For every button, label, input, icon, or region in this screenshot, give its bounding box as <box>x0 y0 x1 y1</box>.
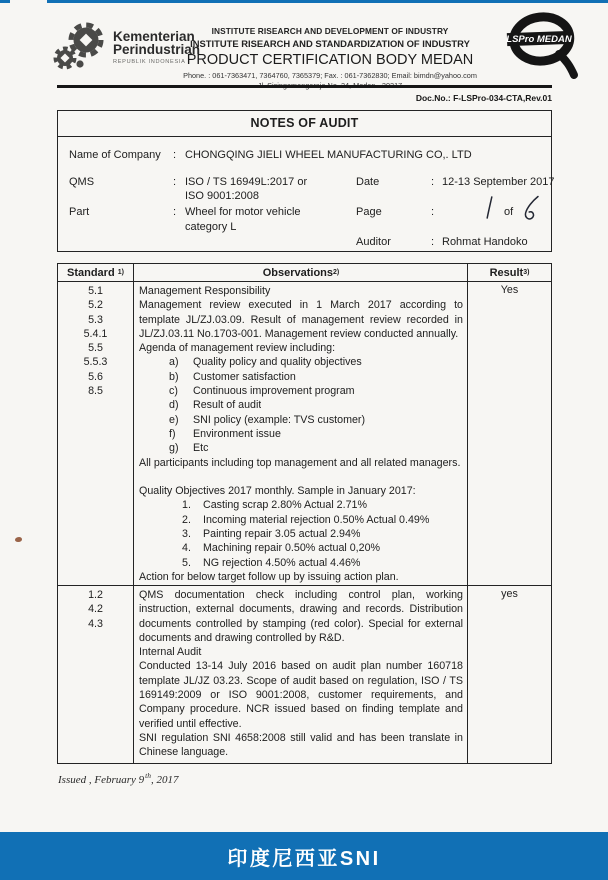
table-header-row <box>58 264 551 282</box>
result-cell: Yes <box>500 284 519 296</box>
observation-list-item: e) SNI policy (example: TVS customer) <box>169 413 366 426</box>
address-line: Jl. Sisingamangaraja No. 24, Medan - 20217 <box>257 81 403 90</box>
company-value: CHONGQING JIELI WHEEL MANUFACTURING CO,. LTD <box>185 149 472 161</box>
standard-clause: 5.6 <box>88 370 103 383</box>
observation-text: Internal Audit <box>139 646 202 659</box>
banner-text: 印度尼西亚SNI <box>227 847 381 870</box>
observation-text: QMS documentation check including control plan, working instruction, external documents, drawing and records. Distribution documents controlled by stamping (red color). Special for external documents and drawing controlled by R&D. <box>139 589 463 644</box>
ministry-subtitle: REPUBLIK INDONESIA <box>113 58 186 65</box>
certification-body-title: PRODUCT CERTIFICATION BODY MEDAN <box>186 52 474 68</box>
observation-text: Quality Objectives 2017 monthly. Sample in January 2017: <box>139 485 416 498</box>
handwritten-page-number <box>484 196 494 223</box>
auditor-label: Auditor <box>356 236 391 248</box>
standard-clause: 1.2 <box>88 589 103 601</box>
observation-list-item: f) Environment issue <box>169 427 281 440</box>
colon: : <box>431 236 435 248</box>
ministry-gear-logo-icon <box>52 21 106 73</box>
handwritten-one-icon <box>484 196 494 219</box>
colon: : <box>173 176 177 188</box>
colon: : <box>173 206 177 218</box>
standard-clause: 8.5 <box>88 385 103 398</box>
observation-list-item: 4. Machining repair 0.50% actual 0,20% <box>182 542 381 555</box>
part-page-row <box>58 205 551 219</box>
observation-text: SNI regulation SNI 4658:2008 still valid and has been translate in Chinese language. <box>139 731 463 759</box>
observation-list-item: d) Result of audit <box>169 399 262 412</box>
date-value: 12-13 September 2017 <box>442 176 555 188</box>
standard-clause: 5.1 <box>88 285 103 297</box>
observation-list-item: a) Quality policy and quality objectives <box>169 356 362 369</box>
observations-column-header: Observations 2) <box>134 264 468 281</box>
notes-of-audit-title: NOTES OF AUDIT <box>58 111 551 137</box>
standard-clause: 5.2 <box>88 299 103 312</box>
result-column-header: Result 3) <box>489 266 530 279</box>
qms-value-line1: ISO / TS 16949L:2017 or <box>185 176 308 188</box>
part-value-line1: Wheel for motor vehicle <box>185 206 301 218</box>
colon: : <box>431 206 435 218</box>
top-border-bar <box>0 0 608 3</box>
observation-list-item: 3. Painting repair 3.05 actual 2.94% <box>182 528 361 541</box>
header-divider-rule <box>57 85 552 88</box>
observation-text: Conducted 13-14 July 2016 based on audit plan number 160718 template JL/JZ 03.23. Scope of audit based on regulation, ISO / TS 169149:2009 or ISO 9001:2008, customer requirements, and Company procedure. NCR issued based on finding template and verified until effective. <box>139 660 463 730</box>
page-of-word: of <box>504 206 514 218</box>
observations-header-label: Observations <box>262 266 334 279</box>
date-label: Date <box>356 176 380 188</box>
observation-text: Action for below target follow up by issuing action plan. <box>139 570 399 583</box>
observation-list-item: g) Etc <box>169 442 209 455</box>
observation-text: Management Responsibility <box>139 285 271 297</box>
issued-year: , 2017 <box>151 774 179 786</box>
table-row <box>58 586 551 763</box>
issued-date-note <box>58 771 179 786</box>
auditor-value: Rohmat Handoko <box>442 236 528 248</box>
standard-clause: 4.3 <box>88 617 103 630</box>
ink-dot-artifact <box>15 537 22 542</box>
part-label: Part <box>69 206 90 218</box>
observation-text: Agenda of management review including: <box>139 342 336 355</box>
blank-line <box>139 470 463 484</box>
issued-text: Issued , February 9 <box>58 774 145 786</box>
standard-header-label: Standard <box>67 266 115 279</box>
ministry-name-line1: Kementerian <box>113 28 195 44</box>
qms-value-line2: ISO 9001:2008 <box>185 190 260 202</box>
institute-line2: INSTITUTE RISEARCH AND STANDARDIZATION OF INDUSTRY <box>190 38 470 49</box>
observations-cell <box>134 586 468 763</box>
company-row <box>58 148 551 162</box>
institute-header-block <box>148 26 512 90</box>
observation-list-item: 5. NG rejection 4.50% actual 4.46% <box>182 556 361 569</box>
observation-list-item: c) Continuous improvement program <box>169 385 355 398</box>
standard-clause: 4.2 <box>88 603 103 616</box>
observation-list-item: 2. Incoming material rejection 0.50% Actual 0.49% <box>182 513 430 526</box>
table-row <box>58 282 551 586</box>
standard-clause: 5.5 <box>88 342 103 355</box>
standard-clause: 5.3 <box>88 313 103 326</box>
page-label: Page <box>356 206 382 218</box>
qms-row-line2 <box>58 189 551 203</box>
observation-text: All participants including top management and all related managers. <box>139 456 461 469</box>
result-header-label: Result <box>489 266 524 279</box>
contact-line: Phone. : 061-7363471, 7364760, 7365379; Fax. : 061-7362830; Email: bimdn@yahoo.com <box>183 71 477 80</box>
standard-column-header: Standard 1) <box>58 264 134 281</box>
ministry-name-line2: Perindustrian <box>113 42 201 57</box>
audit-info-fields <box>58 137 555 251</box>
qms-label: QMS <box>69 176 95 188</box>
observations-cell <box>134 282 468 585</box>
lspro-logo-text: LSPro MEDAN <box>506 34 572 45</box>
colon: : <box>173 149 177 161</box>
handwritten-six-icon <box>522 195 540 223</box>
doc-number: Doc.No.: F-LSPro-034-CTA,Rev.01 <box>415 93 552 103</box>
qms-date-row <box>58 175 555 189</box>
bottom-banner <box>0 832 608 880</box>
part-value-line2: category L <box>185 221 237 233</box>
standard-clause: 5.4.1 <box>83 327 108 340</box>
institute-line1: INSTITUTE RISEARCH AND DEVELOPMENT OF INDUSTRY <box>211 26 449 36</box>
result-cell: yes <box>501 588 518 600</box>
lspro-medan-logo <box>500 9 586 90</box>
company-label: Name of Company <box>69 149 161 161</box>
issued-ordinal: th <box>145 771 151 781</box>
auditor-row <box>58 235 551 249</box>
notes-of-audit-box <box>57 110 555 252</box>
observation-text: Management review executed in 1 March 2017 according to template JL/ZJ.03.09. Result of management review recorded in JL/ZJ.03.11 No.1703-001. Management review conducted annually. <box>139 299 463 340</box>
audit-table <box>57 263 552 764</box>
standard-clauses-cell <box>58 282 134 585</box>
standard-clauses-cell <box>58 586 134 763</box>
standard-clause: 5.5.3 <box>83 356 108 369</box>
part-row-line2 <box>58 220 551 234</box>
colon: : <box>431 176 435 188</box>
observation-list-item: b) Customer satisfaction <box>169 370 296 383</box>
observation-list-item: 1. Casting scrap 2.80% Actual 2.71% <box>182 499 367 512</box>
lspro-medan-logo-icon <box>500 9 586 85</box>
